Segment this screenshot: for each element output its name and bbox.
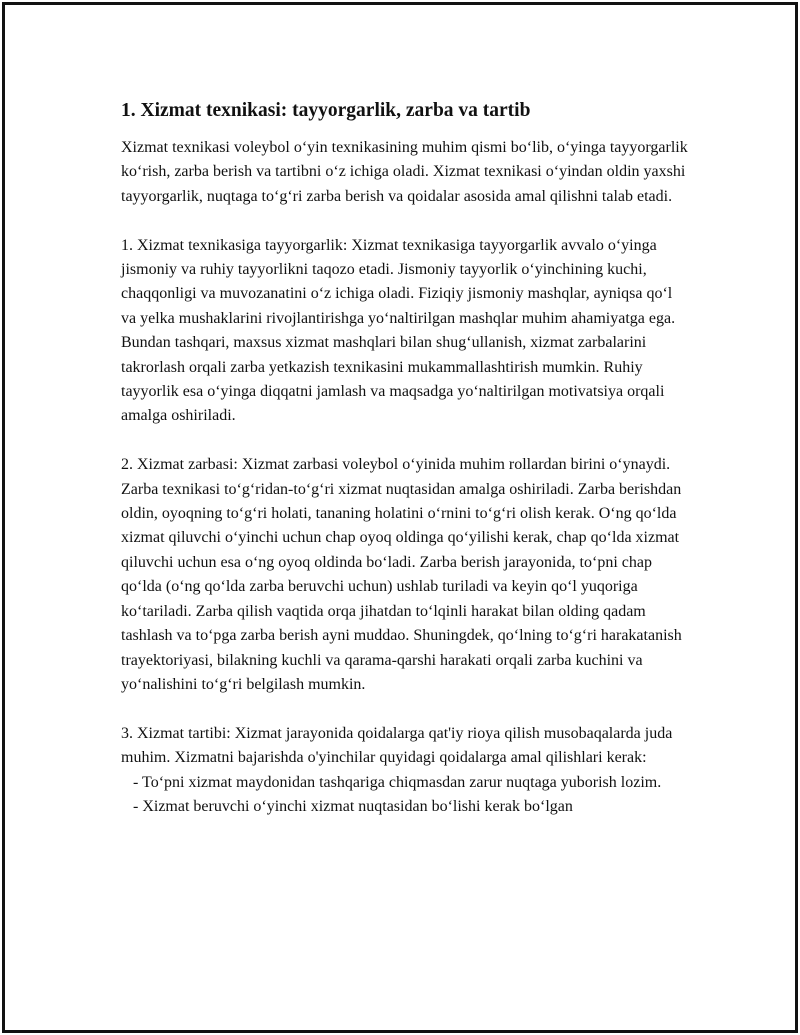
document-title: 1. Xizmat texnikasi: tayyorgarlik, zarba va tartib bbox=[121, 100, 531, 121]
rule-bullet-1: - To‘pni xizmat maydonidan tashqariga chiqmasdan zarur nuqtaga yuborish lozim. bbox=[121, 773, 662, 791]
section-serve-rules: 3. Xizmat tartibi: Xizmat jarayonida qoidalarga qat'iy rioya qilish musobaqalarda juda muhim. Xizmatni bajarishda o'yinchilar quyidagi qoidalarga amal qilishlari kerak: bbox=[121, 724, 673, 767]
intro-paragraph: Xizmat texnikasi voleybol o‘yin texnikasining muhim qismi bo‘lib, o‘yinga tayyorgarlik ko‘rish, zarba berish va tartibni o‘z ichiga oladi. Xizmat texnikasi o‘yindan oldin yaxshi tayyorgarlik, nuqtaga to‘g‘ri zarba berish va qoidalar asosida amal qilishni talab etadi. bbox=[121, 139, 688, 205]
document-body bbox=[121, 97, 691, 819]
section-serve-strike: 2. Xizmat zarbasi: Xizmat zarbasi voleybol o‘yinida muhim rollardan birini o‘ynaydi. Zarba texnikasi to‘g‘ridan-to‘g‘ri xizmat nuqtasidan amalga oshiriladi. Zarba berishdan oldin, oyoqning to‘g‘ri holati, tananing holatini o‘rnini to‘g‘ri olish kerak. O‘ng qo‘lda xizmat qiluvchi o‘yinchi uchun chap oyoq oldinga qo‘yilishi kerak, chap qo‘lda xizmat qiluvchi uchun esa o‘ng oyoq oldinda bo‘ladi. Zarba berish jarayonida, to‘pni chap qo‘lda (o‘ng qo‘lda zarba beruvchi uchun) ushlab turiladi va keyin qo‘l yuqoriga ko‘tariladi. Zarba qilish vaqtida orqa jihatdan to‘lqinli harakat bilan olding qadam tashlash va to‘pga zarba berish ayni muddao. Shuningdek, qo‘lning to‘g‘ri harakatanish trayektoriyasi, bilakning kuchli va qarama-qarshi harakati orqali zarba kuchini va yo‘nalishini to‘g‘ri belgilash mumkin. bbox=[121, 456, 682, 693]
section-preparation: 1. Xizmat texnikasiga tayyorgarlik: Xizmat texnikasiga tayyorgarlik avvalo o‘yinga jismoniy va ruhiy tayyorlikni taqozo etadi. Jismoniy tayyorlik o‘yinchining kuchi, chaqqonligi va muvozanatini o‘z ichiga oladi. Fiziqiy jismoniy mashqlar, ayniqsa qo‘l va yelka mushaklarini rivojlantirishga yo‘naltirilgan mashqlar muhim ahamiyatga ega. Bundan tashqari, maxsus xizmat mashqlari bilan shug‘ullanish, xizmat zarbalarini takrorlash orqali zarba yetkazish texnikasini mukammallashtirish mumkin. Ruhiy tayyorlik esa o‘yinga diqqatni jamlash va maqsadga yo‘naltirilgan motivatsiya orqali amalga oshiriladi. bbox=[121, 236, 676, 425]
rule-bullet-2: - Xizmat beruvchi o‘yinchi xizmat nuqtasidan bo‘lishi kerak bo‘lgan bbox=[121, 797, 573, 815]
page-frame bbox=[2, 2, 798, 1033]
